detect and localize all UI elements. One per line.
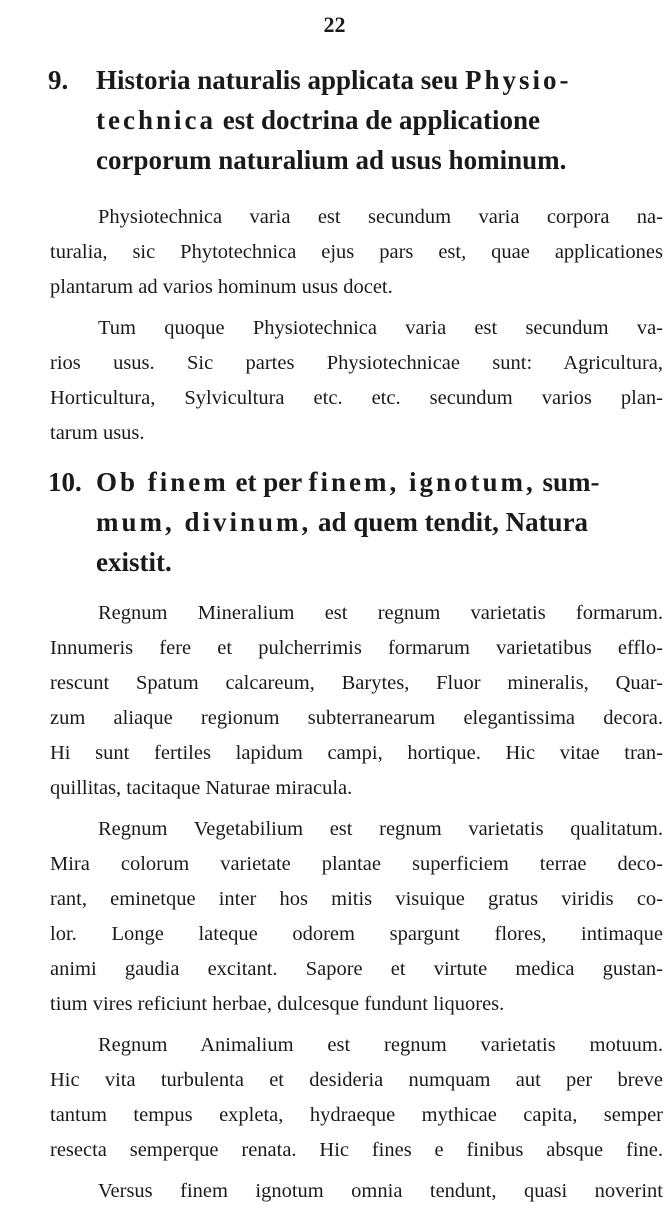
section-9-number: 9. <box>48 65 69 95</box>
paragraph-line: Innumeris fere et pulcherrimis formarum varietatibus efflo- <box>50 637 663 659</box>
section-9 <box>0 60 669 451</box>
paragraph-line: rios usus. Sic partes Physiotechnicae sunt: Agricultura, <box>50 352 663 374</box>
paragraph-line: plantarum ad varios hominum usus docet. <box>50 276 393 298</box>
paragraph-line: Hi sunt fertiles lapidum campi, hortique. Hic vitae tran- <box>50 742 663 764</box>
paragraph-line: Regnum Animalium est regnum varietatis motuum. <box>98 1034 663 1056</box>
paragraph-line: Hic vita turbulenta et desideria numquam aut per breve <box>50 1069 663 1091</box>
paragraph-line: Horticultura, Sylvicultura etc. etc. secundum varios plan- <box>50 387 663 409</box>
section-10-heading <box>0 462 669 582</box>
section-10 <box>0 462 669 1209</box>
paragraph-line: zum aliaque regionum subterranearum elegantissima decora. <box>50 707 663 729</box>
section-10-paragraph-1 <box>0 596 669 806</box>
section-10-paragraph-2 <box>0 812 669 1022</box>
paragraph-line: tium vires reficiunt herbae, dulcesque fundunt liquores. <box>50 993 505 1015</box>
heading-10-line2-end: ad quem tendit, Natura <box>311 507 589 537</box>
heading-9-spaced-1: Physio- <box>465 65 572 95</box>
heading-10-mid: et per <box>228 467 309 497</box>
paragraph-line: tarum usus. <box>50 422 145 444</box>
section-10-number: 10. <box>48 467 82 497</box>
heading-10-spaced-3: mum, divinum, <box>96 507 312 537</box>
heading-9-part-c: corporum naturalium ad usus hominum. <box>96 145 567 175</box>
paragraph-line: lor. Longe lateque odorem spargunt flores, intimaque <box>50 923 663 945</box>
paragraph-line: Physiotechnica varia est secundum varia corpora na- <box>98 206 663 228</box>
paragraph-line: animi gaudia excitant. Sapore et virtute medica gustan- <box>50 958 663 980</box>
paragraph-line: resecta semperque renata. Hic fines e finibus absque fine. <box>50 1139 663 1161</box>
paragraph-line: quillitas, tacitaque Naturae miracula. <box>50 777 353 799</box>
paragraph-line: tantum tempus expleta, hydraeque mythicae capita, semper <box>50 1104 663 1126</box>
heading-10-line3: existit. <box>96 547 172 577</box>
paragraph-line: Mira colorum varietate plantae superficiem terrae deco- <box>50 853 663 875</box>
paragraph-line: turalia, sic Phytotechnica ejus pars est, quae applicationes <box>50 241 663 263</box>
heading-9-spaced-2: technica <box>96 105 216 135</box>
section-10-paragraph-4 <box>0 1174 669 1209</box>
section-10-paragraph-3 <box>0 1028 669 1168</box>
paragraph-line: Regnum Vegetabilium est regnum varietatis qualitatum. <box>98 818 663 840</box>
paragraph-line: rant, eminetque inter hos mitis visuique gratus viridis co- <box>50 888 663 910</box>
heading-10-spaced-2: finem, ignotum, <box>308 467 536 497</box>
section-9-heading <box>0 60 669 180</box>
paragraph-line: rescunt Spatum calcareum, Barytes, Fluor mineralis, Quar- <box>50 672 663 694</box>
heading-10-spaced-1: Ob finem <box>96 467 229 497</box>
page-number: 22 <box>323 12 346 37</box>
heading-10-end: sum- <box>535 467 600 497</box>
section-9-paragraph-2 <box>0 311 669 451</box>
paragraph-line: Versus finem ignotum omnia tendunt, quasi noverint <box>98 1180 663 1202</box>
heading-9-part-a: Historia naturalis applicata seu <box>96 65 466 95</box>
section-9-paragraph-1 <box>0 200 669 305</box>
paragraph-line: Tum quoque Physiotechnica varia est secundum va- <box>98 317 663 339</box>
heading-9-part-b: est doctrina de applicatione <box>215 105 540 135</box>
paragraph-line: Regnum Mineralium est regnum varietatis formarum. <box>98 602 663 624</box>
